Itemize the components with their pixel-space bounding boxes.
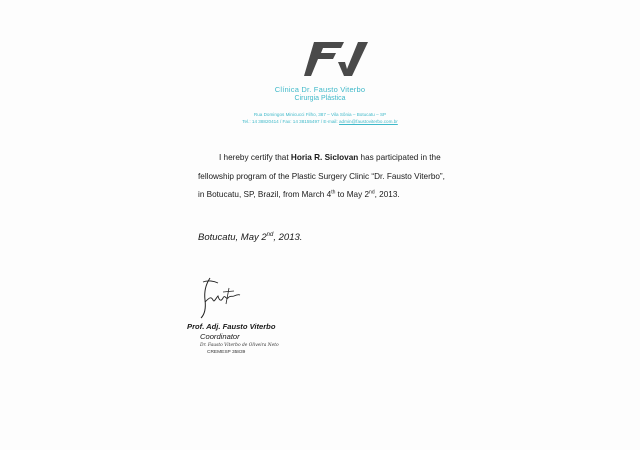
- certificate-line-3: [198, 190, 400, 200]
- clinic-logo: [304, 42, 368, 76]
- stamp-name: Dr. Fausto Viterbo de Oliveira Neto: [200, 343, 279, 348]
- line3-ordinal-2: nd: [369, 189, 375, 196]
- participant-name: Horia R. Siclovan: [290, 153, 359, 162]
- date-prefix: Botucatu, May 2: [198, 232, 267, 243]
- clinic-subtitle: Cirurgia Plástica: [294, 95, 346, 102]
- line3-start: in Botucatu, SP, Brazil, from March 4: [198, 190, 332, 199]
- line3-ordinal-1: th: [331, 189, 336, 196]
- date-suffix: , 2013.: [273, 232, 303, 243]
- line3-end: , 2013.: [374, 190, 400, 199]
- stamp-registration: CREMESP 35839: [207, 350, 246, 355]
- signatory-title: Coordinator: [200, 332, 240, 341]
- signatory-name: Prof. Adj. Fausto Viterbo: [187, 322, 276, 331]
- clinic-contact: [0, 119, 640, 124]
- issue-date: [198, 232, 302, 243]
- line1-prefix: I hereby certify that: [219, 153, 289, 162]
- certificate-line-1: [219, 153, 441, 163]
- clinic-address: Rua Domingos Minicucci Filho, 387 – Vila Sônia – Botucatu – SP: [253, 112, 387, 117]
- email-link[interactable]: admin@faustoviterbo.com.br: [339, 119, 398, 124]
- clinic-name: Clínica Dr. Fausto Viterbo: [274, 85, 366, 94]
- certificate-line-2: fellowship program of the Plastic Surgery Clinic “Dr. Fausto Viterbo”,: [198, 172, 445, 181]
- contact-prefix: Tel.: 14 38820414 / Fax: 14 38155497 / E-mail:: [242, 119, 338, 124]
- line1-suffix: has participated in the: [360, 153, 441, 162]
- handwritten-signature: [196, 276, 248, 320]
- date-ordinal: nd: [266, 231, 274, 238]
- line3-middle: to May 2: [335, 190, 370, 199]
